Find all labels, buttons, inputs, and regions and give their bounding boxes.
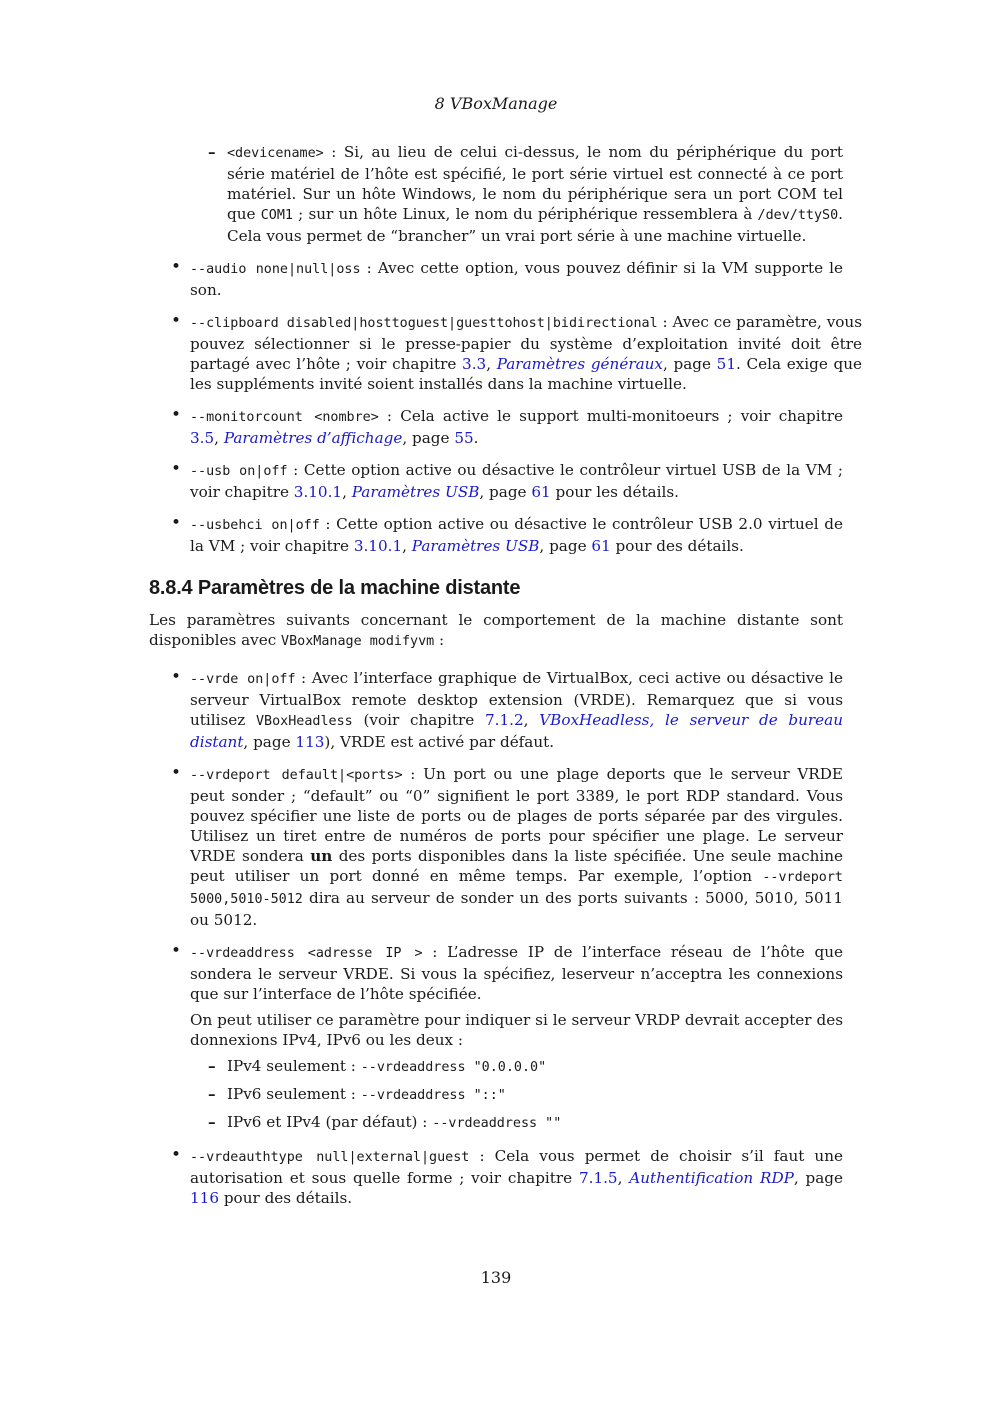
code-inline: --vrdeport 5000,5010-5012: [190, 870, 843, 907]
bullet-audio: • --audio none|null|oss : Avec cette option, vous pouvez définir si la VM supporte le son.: [171, 257, 843, 299]
running-header: 8 VBoxManage: [434, 94, 558, 113]
bullet-vrdeport: • --vrdeport default|<ports> : Un port ou une plage deports que le serveur VRDE peut sonder ; “default” ou “0” signifient le port 3389, le port RDP standard. Vous pouvez spécifier une liste de ports ou de plages de ports séparée par des virgules. Utilisez un tiret entre de numéros de ports pour spécifier une plage. Le serveur VRDE sondera un des ports disponibles dans la liste spécifiée. Une seule machine peut utiliser un port donné en même temps. Par exemple, l’option --vrdeport 5000,5010-5012 dira au serveur de sonder un des ports suivants : 5000, 5010, 5011 ou 5012.: [171, 763, 843, 929]
bullet-marker: •: [171, 405, 182, 425]
code-inline: --usb on|off: [190, 464, 288, 479]
sub-item-devicename: [149, 142, 843, 246]
dash-marker: –: [208, 1085, 216, 1103]
code-inline: --clipboard disabled|hosttoguest|guesttohost|bidirectional: [190, 316, 658, 331]
vrdeaddress-note: On peut utiliser ce paramètre pour indiquer si le serveur VRDP devrait accepter des donnexions IPv4, IPv6 ou les deux :: [190, 1011, 843, 1049]
page-number: 139: [480, 1268, 512, 1287]
code-inline: VBoxManage modifyvm: [281, 634, 435, 649]
section-title-link[interactable]: Paramètres USB: [411, 537, 540, 555]
code-inline: <devicename>: [227, 146, 324, 161]
sub-item-text: <devicename> : Si, au lieu de celui ci-dessus, le nom du périphérique du port série matériel de l’hôte est spécifié, le port série virtuel est connecté à ce port matériel. Sur un hôte Windows, le nom du périphérique sera un port COM tel que COM1 ; sur un hôte Linux, le nom du périphérique ressemblera à /dev/ttyS0. Cela vous permet de “brancher” un vrai port série à une machine virtuelle.: [227, 143, 843, 245]
bullet-marker: •: [171, 667, 182, 687]
page-ref-link[interactable]: 61: [531, 483, 551, 501]
code-inline: VBoxHeadless: [255, 714, 353, 729]
bullet-marker: •: [171, 513, 182, 533]
section-title-link[interactable]: VBoxHeadless, le serveur de bureau distant: [190, 711, 844, 751]
code-inline: --vrdeport default|<ports>: [190, 768, 403, 783]
section-title-link[interactable]: Paramètres généraux: [496, 355, 663, 373]
code-inline: /dev/ttyS0: [757, 208, 839, 223]
bullet-marker: •: [171, 459, 182, 479]
list-item: – IPv6 et IPv4 (par défaut) : --vrdeaddress "": [208, 1113, 562, 1131]
section-intro: Les paramètres suivants concernant le comportement de la machine distante sont disponibles avec VBoxManage modifyvm :: [149, 611, 843, 649]
bullet-vrdeauthtype: • --vrdeauthtype null|external|guest : Cela vous permet de choisir s’il faut une autorisation et sous quelle forme ; voir chapitre 7.1.5, Authentification RDP, page 116 pour des détails.: [171, 1145, 843, 1207]
code-inline: --vrdeaddress <adresse IP >: [190, 946, 423, 961]
bullet-marker: •: [171, 941, 182, 961]
page-ref-link[interactable]: 55: [454, 429, 474, 447]
section-ref-link[interactable]: 7.1.2: [484, 711, 524, 729]
bullet-vrdeaddress: • --vrdeaddress <adresse IP > : L’adresse IP de l’interface réseau de l’hôte que sondera le serveur VRDE. Si vous la spécifiez, leserveur n’acceptra les connexions que sur l’interface de l’hôte spécifiée. On peut utiliser ce paramètre pour indiquer si le serveur VRDP devrait accepter des donnexions IPv4, IPv6 ou les deux : – IPv4 seulement : --vrdeaddress "0.0.0.0" – IPv6 seulement : --vrdeaddress "::" – IPv6 et IPv4 (par défaut) : --vrdeaddress "": [149, 942, 843, 1134]
section-heading: 8.8.4 Paramètres de la machine distante: [149, 577, 521, 599]
code-inline: --audio none|null|oss: [190, 262, 361, 277]
bullet-clipboard: • --clipboard disabled|hosttoguest|guesttohost|bidirectional : Avec ce paramètre, vous pouvez sélectionner si le presse-papier du système d’exploitation invité doit être partagé avec l’hôte ; voir chapitre 3.3, Paramètres généraux, page 51. Cela exige que les suppléments invité soient installés dans la machine virtuelle.: [171, 311, 862, 393]
page-ref-link[interactable]: 113: [295, 733, 325, 751]
bullet-vrde: • --vrde on|off : Avec l’interface graphique de VirtualBox, ceci active ou désactive le serveur VirtualBox remote desktop extension (VRDE). Remarquez que si vous utilisez VBoxHeadless (voir chapitre 7.1.2, VBoxHeadless, le serveur de bureau distant, page 113), VRDE est activé par défaut.: [171, 667, 844, 751]
code-inline: --vrdeaddress "::": [360, 1088, 506, 1103]
code-inline: --vrdeaddress "0.0.0.0": [360, 1060, 547, 1075]
section-ref-link[interactable]: 3.10.1: [353, 537, 403, 555]
section-ref-link[interactable]: 3.3: [462, 355, 487, 373]
code-inline: --vrde on|off: [190, 672, 296, 687]
bullet-monitorcount: • --monitorcount <nombre> : Cela active le support multi-monitoeurs ; voir chapitre 3.5, Paramètres d’affichage, page 55.: [171, 405, 843, 447]
code-inline: --usbehci on|off: [190, 518, 320, 533]
page-ref-link[interactable]: 51: [716, 355, 736, 373]
list-item: – IPv6 seulement : --vrdeaddress "::": [208, 1085, 506, 1103]
page-ref-link[interactable]: 61: [591, 537, 611, 555]
section-title-link[interactable]: Authentification RDP: [629, 1169, 794, 1187]
section-ref-link[interactable]: 3.10.1: [293, 483, 343, 501]
section-title-link[interactable]: Paramètres d’affichage: [223, 429, 403, 447]
list-item: – IPv4 seulement : --vrdeaddress "0.0.0.0": [208, 1057, 547, 1075]
bullet-usb: • --usb on|off : Cette option active ou désactive le contrôleur virtuel USB de la VM ; voir chapitre 3.10.1, Paramètres USB, page 61 pour les détails.: [171, 459, 843, 501]
dash-marker: –: [208, 1113, 216, 1131]
bullet-marker: •: [171, 257, 182, 277]
code-inline: COM1: [260, 208, 293, 223]
bullet-marker: •: [171, 763, 182, 783]
code-inline: --monitorcount <nombre>: [190, 410, 379, 425]
bullet-marker: •: [171, 311, 182, 331]
bullet-marker: •: [171, 1145, 182, 1165]
page-content: [149, 142, 862, 1220]
emphasis: un: [310, 847, 333, 865]
code-inline: --vrdeaddress "": [432, 1116, 562, 1131]
bullet-usbehci: • --usbehci on|off : Cette option active ou désactive le contrôleur USB 2.0 virtuel de la VM ; voir chapitre 3.10.1, Paramètres USB, page 61 pour des détails.: [171, 513, 843, 555]
dash-marker: –: [208, 143, 216, 161]
section-ref-link[interactable]: 7.1.5: [578, 1169, 618, 1187]
page-ref-link[interactable]: 116: [190, 1189, 219, 1207]
code-inline: --vrdeauthtype null|external|guest: [190, 1150, 470, 1165]
section-title-link[interactable]: Paramètres USB: [351, 483, 480, 501]
dash-marker: –: [208, 1057, 216, 1075]
section-ref-link[interactable]: 3.5: [190, 429, 215, 447]
